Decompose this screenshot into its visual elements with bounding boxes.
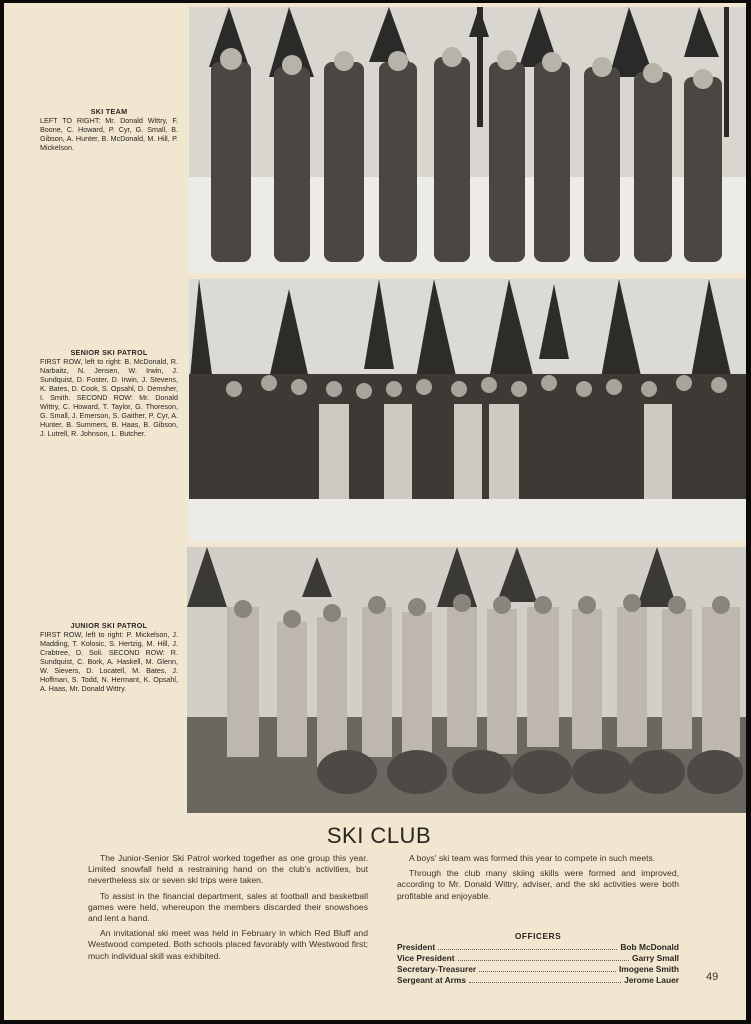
officer-row	[397, 974, 679, 985]
junior-patrol-caption-text: FIRST ROW, left to right: P. Mickelson, J. Madding, T. Kolosic, S. Hertzig, M. Hill, J. Crabtree, D. Soli. SECOND ROW: R. Sundquist, C. Bork, A. Haskell, M. Glenn, W. Sievers, D. Locatell, M. Bates, J. Hoffman, S. Todd, N. Hermant, K. Opsahl, A. Haas, Mr. Donald Wittry.	[40, 630, 178, 693]
ski-team-caption-title: SKI TEAM	[90, 107, 128, 116]
officer-name: Garry Small	[631, 953, 679, 963]
officer-name: Bob McDonald	[620, 942, 679, 952]
yearbook-page	[4, 3, 746, 1020]
body-paragraph: The Junior-Senior Ski Patrol worked together as one group this year. Limited snowfall held a restraining hand on the club's activities, but nevertheless six or seven ski trips were taken.	[88, 853, 368, 886]
officer-role: Secretary-Treasurer	[397, 964, 477, 974]
leader-dots	[458, 960, 629, 961]
body-right-column	[397, 853, 679, 906]
officer-name: Jerome Lauer	[624, 975, 679, 985]
page-title: SKI CLUB	[326, 823, 432, 848]
body-paragraph: An invitational ski meet was held in February in which Red Bluff and Westwood competed. Both schools placed favorably with Westwood first; much individual skill was exhibited.	[88, 928, 368, 961]
officer-role: Vice President	[397, 953, 455, 963]
senior-patrol-caption-title: SENIOR SKI PATROL	[70, 348, 148, 357]
body-paragraph: Through the club many skiing skills were formed and improved, according to Mr. Donald Wittry, adviser, and the ski activities were both profitable and enjoyable.	[397, 868, 679, 901]
officers-heading: OFFICERS	[514, 931, 562, 941]
leader-dots	[438, 949, 617, 950]
body-paragraph: To assist in the financial department, sales at football and basketball games were held, whereupon the members discarded their snowshoes and lent a hand.	[88, 890, 368, 924]
body-left-column	[88, 853, 368, 966]
senior-patrol-caption-text: FIRST ROW, left to right: B. McDonald, R. Narbaitz, N. Jensen, W. Irwin, J. Sundquist, D. Foster, D. Irwin, J. Stevens, K. Bates, D. Cook, S. Opsahl, D. Demsher, I. Smith. SECOND ROW: Mr. Donald Wittry, C. Howard, T. Taylor, G. Thoreson, G. Small, J. Emerson, S. Gaither, P. Cyr, A. Hunter, B. Summers, B. Haas, B. Gibson, J. Lutrell, R. Johnson, L. Butcher.	[40, 357, 178, 438]
junior-patrol-caption	[40, 621, 178, 693]
officer-row	[397, 963, 679, 974]
senior-patrol-photo	[189, 279, 746, 541]
junior-patrol-photo	[187, 547, 746, 813]
senior-patrol-caption	[40, 348, 178, 438]
ski-team-photo	[189, 7, 746, 273]
leader-dots	[479, 971, 616, 972]
junior-patrol-caption-title: JUNIOR SKI PATROL	[70, 621, 148, 630]
page-number: 49	[706, 971, 719, 983]
ski-team-caption-text: LEFT TO RIGHT: Mr. Donald Wittry, F. Boone, C. Howard, P. Cyr, G. Small, B. Gibson, A. Hunter, B. McDonald, M. Hill, P. Mickelson.	[40, 116, 178, 152]
ski-team-caption	[40, 107, 178, 152]
body-paragraph: A boys' ski team was formed this year to compete in such meets.	[409, 853, 656, 863]
officer-row	[397, 952, 679, 963]
officer-role: Sergeant at Arms	[397, 975, 467, 985]
officer-role: President	[397, 942, 436, 952]
officer-row	[397, 941, 679, 952]
officer-name: Imogene Smith	[618, 964, 679, 974]
leader-dots	[469, 982, 621, 983]
